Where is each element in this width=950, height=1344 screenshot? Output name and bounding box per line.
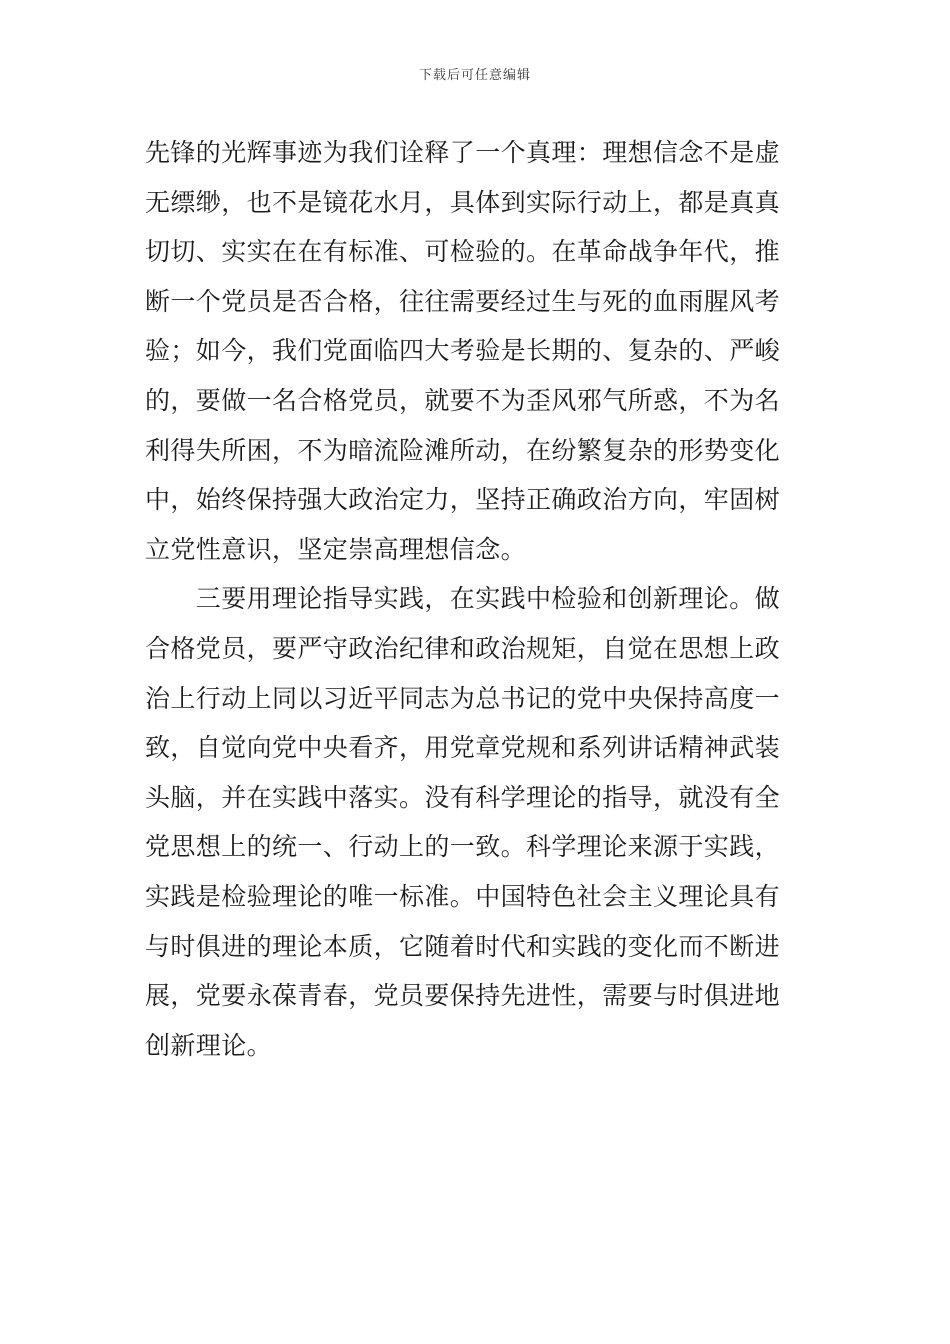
text-line: 三要用理论指导实践，在实践中检验和创新理论。做 bbox=[145, 584, 781, 614]
text-line: 切切、实实在在有标准、可检验的。在革命战争年代，推 bbox=[145, 237, 781, 267]
text-line: 头脑，并在实践中落实。没有科学理论的指导，就没有全 bbox=[145, 782, 781, 812]
text-line: 的，要做一名合格党员，就要不为歪风邪气所惑，不为名 bbox=[145, 385, 781, 415]
text-line: 党思想上的统一、行动上的一致。科学理论来源于实践， bbox=[145, 832, 781, 862]
text-line: 断一个党员是否合格，往往需要经过生与死的血雨腥风考 bbox=[145, 286, 781, 316]
text-line: 验；如今，我们党面临四大考验是长期的、复杂的、严峻 bbox=[145, 336, 781, 366]
text-line: 治上行动上同以习近平同志为总书记的党中央保持高度一 bbox=[145, 683, 781, 713]
text-line: 无缥缈，也不是镜花水月，具体到实际行动上，都是真真 bbox=[145, 187, 781, 217]
text-line: 创新理论。 bbox=[145, 1030, 273, 1060]
text-line: 利得失所困，不为暗流险滩所动，在纷繁复杂的形势变化 bbox=[145, 435, 781, 465]
text-line: 立党性意识，坚定崇高理想信念。 bbox=[145, 534, 527, 564]
page-header: 下载后可任意编辑 bbox=[418, 68, 531, 83]
text-line: 实践是检验理论的唯一标准。中国特色社会主义理论具有 bbox=[145, 881, 781, 911]
text-line: 展，党要永葆青春，党员要保持先进性，需要与时俱进地 bbox=[145, 981, 781, 1011]
text-line: 合格党员，要严守政治纪律和政治规矩，自觉在思想上政 bbox=[145, 633, 781, 663]
text-line: 先锋的光辉事迹为我们诠释了一个真理：理想信念不是虚 bbox=[145, 138, 781, 167]
text-line: 中，始终保持强大政治定力，坚持正确政治方向，牢固树 bbox=[145, 485, 781, 515]
document-body bbox=[145, 128, 815, 1070]
text-line: 致，自觉向党中央看齐，用党章党规和系列讲话精神武装 bbox=[145, 733, 781, 763]
text-line: 与时俱进的理论本质，它随着时代和实践的变化而不断进 bbox=[145, 931, 781, 961]
